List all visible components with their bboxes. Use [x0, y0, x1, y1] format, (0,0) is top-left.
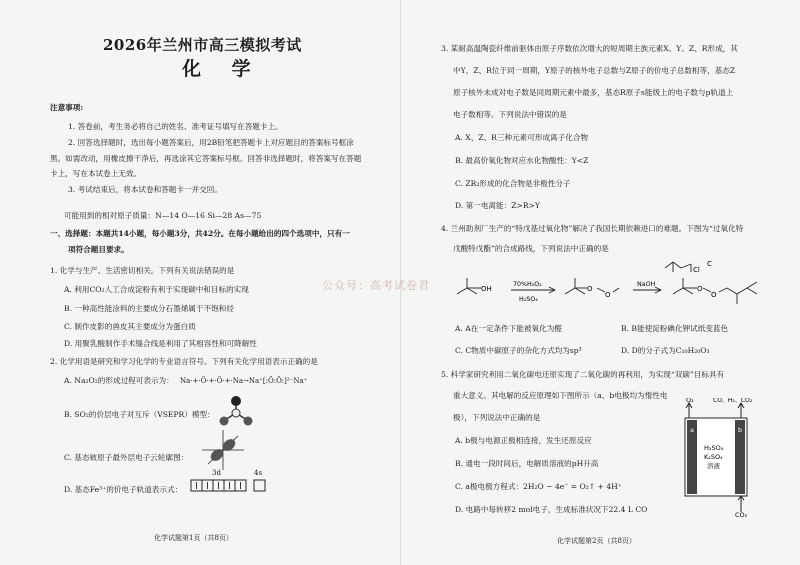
q3-line-4: 电子数相等。下列说法中错误的是	[453, 110, 567, 119]
orbital-label-3d: 3d	[212, 469, 221, 477]
q4-option-d: D. D的分子式为C₁₀H₂₀O₃	[621, 346, 710, 355]
q3-option-a: A. X、Z、R三种元素可形成离子化合物	[455, 133, 589, 142]
notice-line-5: 3. 考试结束后，将本试卷和答题卡一并交回。	[68, 185, 222, 194]
cell-electrolyte-1: H₂SO₄	[704, 444, 724, 452]
vsepr-model-figure	[216, 393, 256, 427]
cell-electrolyte-3: 溶液	[707, 462, 720, 470]
reagent-h2o2: 70%H₂O₂	[513, 281, 542, 288]
q1-option-a: A. 利用CO₂人工合成淀粉有利于实现碳中和目标的实现	[64, 285, 249, 294]
cell-o2-label: O₂	[686, 398, 694, 404]
exam-page-2	[400, 0, 800, 565]
svg-text:O: O	[587, 285, 593, 293]
page-1-footer: 化学试题第1页（共8页）	[154, 534, 233, 542]
q5-option-b: B. 通电一段时间后，电解质溶液的pH升高	[455, 459, 599, 468]
q2-option-a: A. Na₂O₂的形成过程可表示为：	[64, 376, 174, 385]
cell-electrolyte-2: K₂SO₄	[704, 453, 723, 461]
q3-option-c: C. ZR₂形成的化合物是非极性分子	[455, 179, 571, 188]
orbital-diagram	[190, 479, 270, 492]
q4-option-c: C. C物质中碳原子的杂化方式均为sp³	[455, 346, 582, 355]
atomic-masses: 可能用到的相对原子质量：N—14 O—16 Si—28 As—75	[64, 211, 262, 220]
cell-electrode-b: b	[738, 426, 743, 434]
section-1-heading-cont: 项符合题目要求。	[68, 245, 129, 254]
notice-line-3: 黑。如需改动，用橡皮擦干净后，再选涂其它答案标号框。回答非选择题时，将答案写在答题	[50, 154, 362, 163]
q1-option-c: C. 制作皮影的兽皮其主要成分为蛋白质	[64, 322, 196, 331]
electron-cloud-figure	[200, 428, 246, 472]
q2-option-c: C. 基态铍原子最外层电子云轮廓图：	[64, 453, 189, 462]
notice-heading: 注意事项:	[50, 103, 84, 112]
q2-option-a-formula: Na·+·Ö·+·Ö·+·Na→Na⁺[:Ö:Ö:]²⁻Na⁺	[180, 377, 308, 385]
q5-line-3: 极），下列说法中正确的是	[453, 413, 541, 422]
watermark: 公众号：高考试卷君	[322, 279, 430, 292]
notice-line-2: 2. 回答选择题时，选出每小题答案后，用2B铅笔把答题卡上对应题目的答案标号框涂	[68, 138, 354, 147]
q1-option-b: B. 一种高性能涂料的主要成分石墨烯属于不饱和烃	[64, 304, 234, 313]
reagent-naoh: NaOH	[637, 281, 656, 288]
q2-option-b: B. SO₂的价层电子对互斥（VSEPR）模型：	[64, 410, 215, 419]
q3-line-3: 原子核外未成对电子数是同周期元素中最多，基态R原子s能级上的电子数与p轨道上	[453, 88, 734, 97]
q3-option-b: B. 最高价氧化物对应水化物酸性：Y<Z	[455, 156, 589, 165]
label-cl: Cl	[693, 266, 700, 274]
synthesis-route-figure	[451, 260, 781, 322]
cell-co2-label: CO₂	[735, 511, 748, 518]
svg-text:O: O	[711, 291, 717, 299]
reagent-h2so4: H₂SO₄	[519, 296, 538, 303]
q1-option-d: D. 用聚乳酸制作手术缝合线是利用了其相容性和可降解性	[64, 339, 257, 348]
q4-line-1: 4. 兰州助剂厂生产的“特戊基过氧化物”解决了我国长期依赖进口的难题。下图为“过氧化特	[441, 224, 744, 233]
exam-title: 2026年兰州市高三模拟考试	[103, 36, 302, 54]
notice-line-1: 1. 答卷前，考生务必将自己的姓名、准考证号填写在答题卡上。	[68, 122, 283, 131]
q2-stem: 2. 化学用语是研究和学习化学的专业语言符号。下列有关化学用语表示正确的是	[50, 357, 318, 366]
q5-line-2: 重大意义。其电解的反应原理如下图所示（a、b电极均为惰性电	[453, 391, 668, 400]
q2-option-d: D. 基态Fe³⁺的价电子轨道表示式：	[64, 485, 183, 494]
page-2-footer: 化学试题第2页（共8页）	[557, 537, 636, 545]
q5-option-c: C. a极电极方程式：2H₂O − 4e⁻ = O₂↑ + 4H⁺	[455, 482, 622, 491]
q5-option-a: A. b极与电源正极相连接，发生还原反应	[455, 436, 592, 445]
q4-option-a: A. A在一定条件下能被氧化为醛	[455, 324, 562, 333]
exam-subject: 化 学	[182, 58, 263, 80]
q5-line-1: 5. 科学家研究利用二氧化碳电还原实现了二氧化碳的再利用，为实现“双碳”目标具有	[441, 370, 725, 379]
q4-line-2: 戊酸特戊酯”的合成路线，下列说法中正确的是	[453, 244, 609, 253]
q3-option-d: D. 第一电离能：Z>R>Y	[455, 201, 540, 210]
q1-stem: 1. 化学与生产、生活密切相关。下列有关说法错误的是	[50, 266, 235, 275]
q4-option-b: B. B能使淀粉碘化钾试纸变蓝色	[621, 324, 729, 333]
q5-option-d: D. 电路中每转移2 mol电子，生成标准状况下22.4 L CO	[455, 505, 648, 514]
q3-line-1: 3. 某耐高温陶瓷纤维前驱体由原子序数依次增大的短周期主族元素X、Y、Z、R形成，其	[441, 44, 738, 53]
orbital-label-4s: 4s	[254, 469, 263, 477]
cell-electrode-a: a	[690, 426, 694, 434]
notice-line-4: 卡上，写在本试卷上无效。	[50, 169, 142, 178]
cell-products-label: CO、H₂、CO₂	[713, 398, 753, 404]
section-1-heading: 一、选择题：本题共14小题，每小题3分，共42分。在每小题给出的四个选项中，只有一	[50, 229, 350, 238]
label-c: C	[707, 260, 712, 268]
label-oh: OH	[481, 285, 492, 293]
svg-text:O: O	[605, 291, 611, 299]
electrolysis-cell-figure	[677, 398, 761, 518]
q3-line-2: 中Y、Z、R位于同一周期，Y原子的核外电子总数与Z原子的价电子总数相等，基态Z	[453, 66, 736, 75]
svg-text:O: O	[697, 285, 703, 293]
